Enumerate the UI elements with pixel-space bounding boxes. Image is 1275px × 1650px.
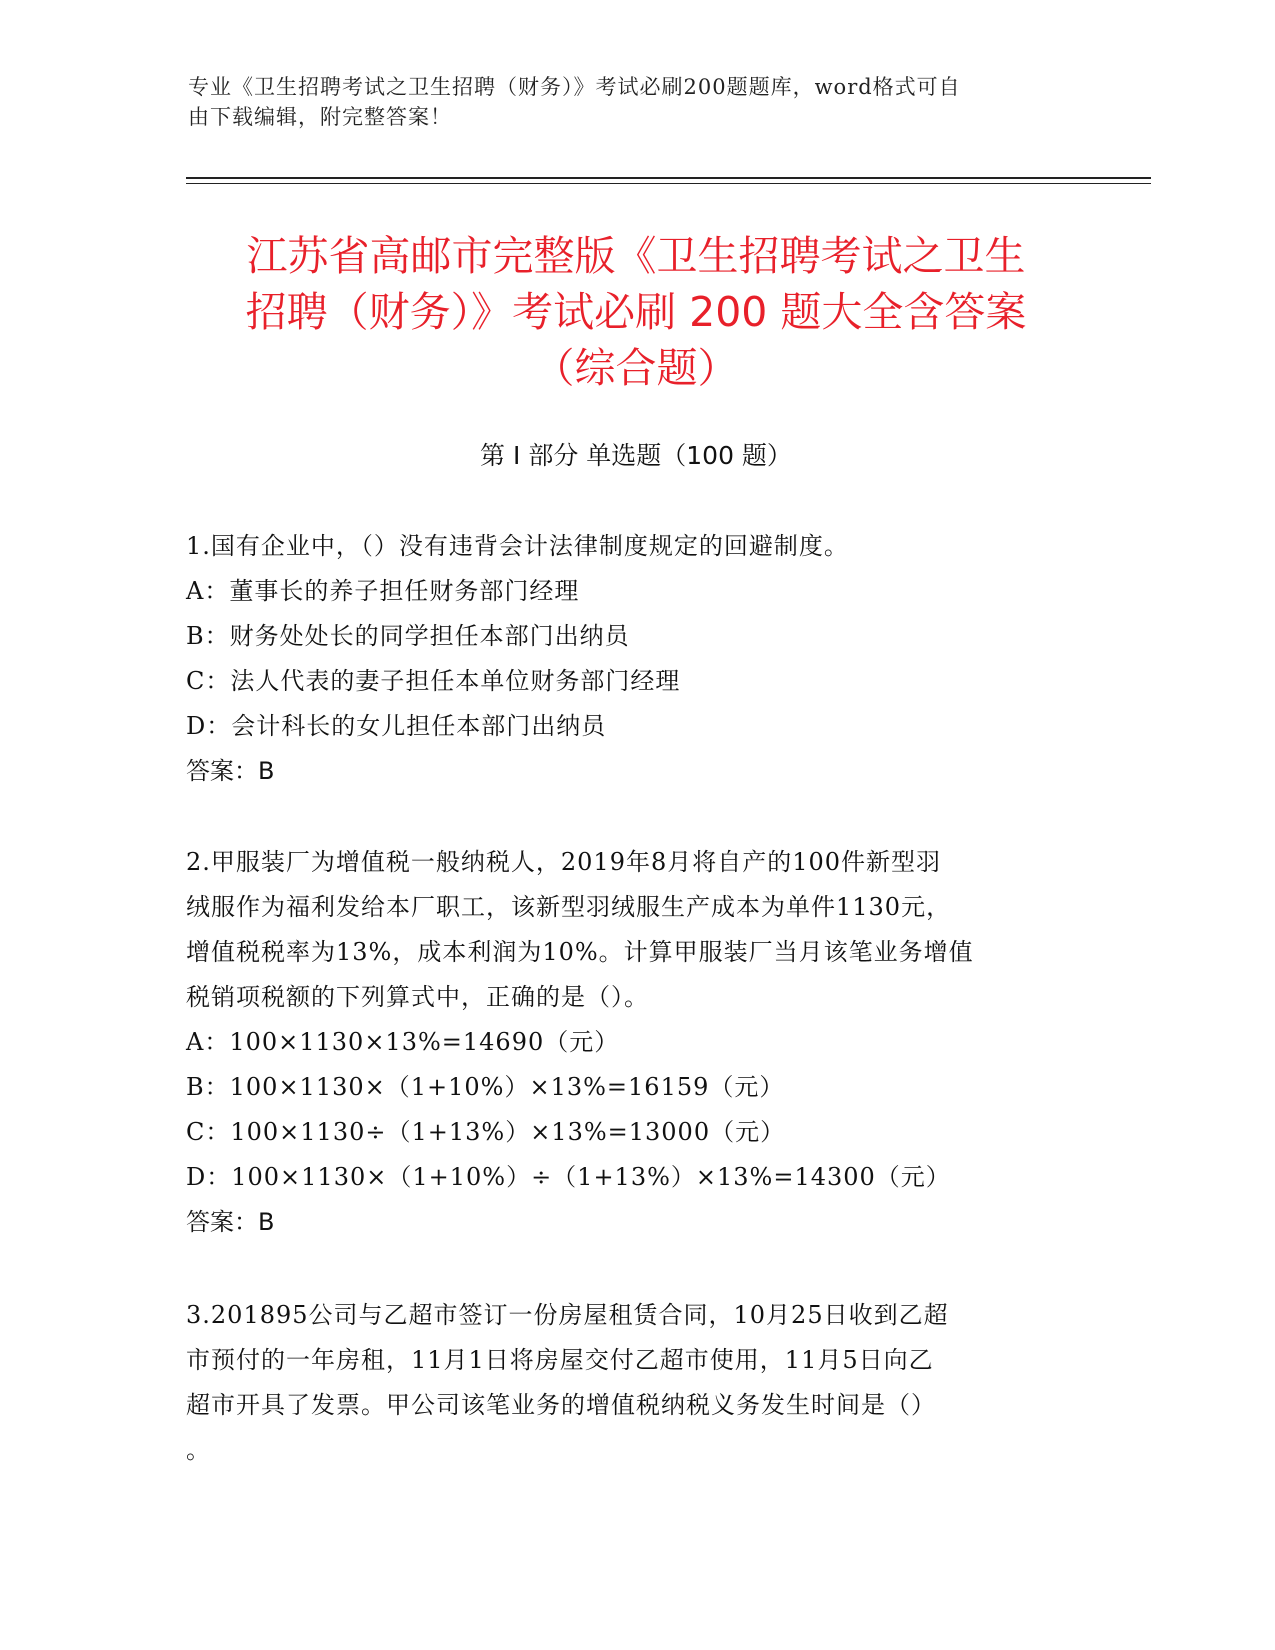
header-note-line: 由下载编辑，附完整答案！ <box>188 105 452 129</box>
option-c: C：100×1130÷（1+13%）×13%=13000（元） <box>186 1118 786 1146</box>
header-note <box>188 72 1068 132</box>
question-stem: 3.201895公司与乙超市签订一份房屋租赁合同，10月25日收到乙超 <box>186 1301 949 1329</box>
question-stem: 超市开具了发票。甲公司该笔业务的增值税纳税义务发生时间是（） <box>186 1391 936 1419</box>
title-line: （综合题） <box>533 344 739 392</box>
answer: 答案：B <box>186 1208 275 1236</box>
document-title <box>186 228 1086 396</box>
option-d: D：100×1130×（1+10%）÷（1+13%）×13%=14300（元） <box>186 1163 951 1191</box>
question-stem: 绒服作为福利发给本厂职工，该新型羽绒服生产成本为单件1130元， <box>186 893 952 921</box>
question-2 <box>186 840 1076 1245</box>
option-b: B：100×1130×（1+10%）×13%=16159（元） <box>186 1073 785 1101</box>
option-b: B：财务处处长的同学担任本部门出纳员 <box>186 622 630 650</box>
section-heading: 第 I 部分 单选题（100 题） <box>480 441 792 470</box>
option-c: C：法人代表的妻子担任本单位财务部门经理 <box>186 667 681 695</box>
header-note-line: 专业《卫生招聘考试之卫生招聘（财务）》考试必刷200题题库，word格式可自 <box>188 75 961 99</box>
title-line: 江苏省高邮市完整版《卫生招聘考试之卫生 <box>246 232 1026 280</box>
question-stem: 2.甲服装厂为增值税一般纳税人，2019年8月将自产的100件新型羽 <box>186 848 942 876</box>
header-divider-thin <box>186 183 1151 184</box>
question-stem: 市预付的一年房租，11月1日将房屋交付乙超市使用，11月5日向乙 <box>186 1346 934 1374</box>
question-stem: 1.国有企业中，（）没有违背会计法律制度规定的回避制度。 <box>186 532 849 560</box>
answer: 答案：B <box>186 757 275 785</box>
question-stem: 增值税税率为13%，成本利润为10%。计算甲服装厂当月该笔业务增值 <box>186 938 974 966</box>
header-divider-thick <box>186 177 1151 179</box>
question-stem: 税销项税额的下列算式中，正确的是（）。 <box>186 983 649 1011</box>
question-stem: 。 <box>186 1436 211 1464</box>
question-1 <box>186 524 1076 794</box>
title-line: 招聘（财务）》考试必刷 200 题大全含答案 <box>245 288 1027 336</box>
option-a: A：董事长的养子担任财务部门经理 <box>186 577 580 605</box>
option-d: D：会计科长的女儿担任本部门出纳员 <box>186 712 607 740</box>
option-a: A：100×1130×13%=14690（元） <box>186 1028 620 1056</box>
question-3 <box>186 1293 1076 1473</box>
